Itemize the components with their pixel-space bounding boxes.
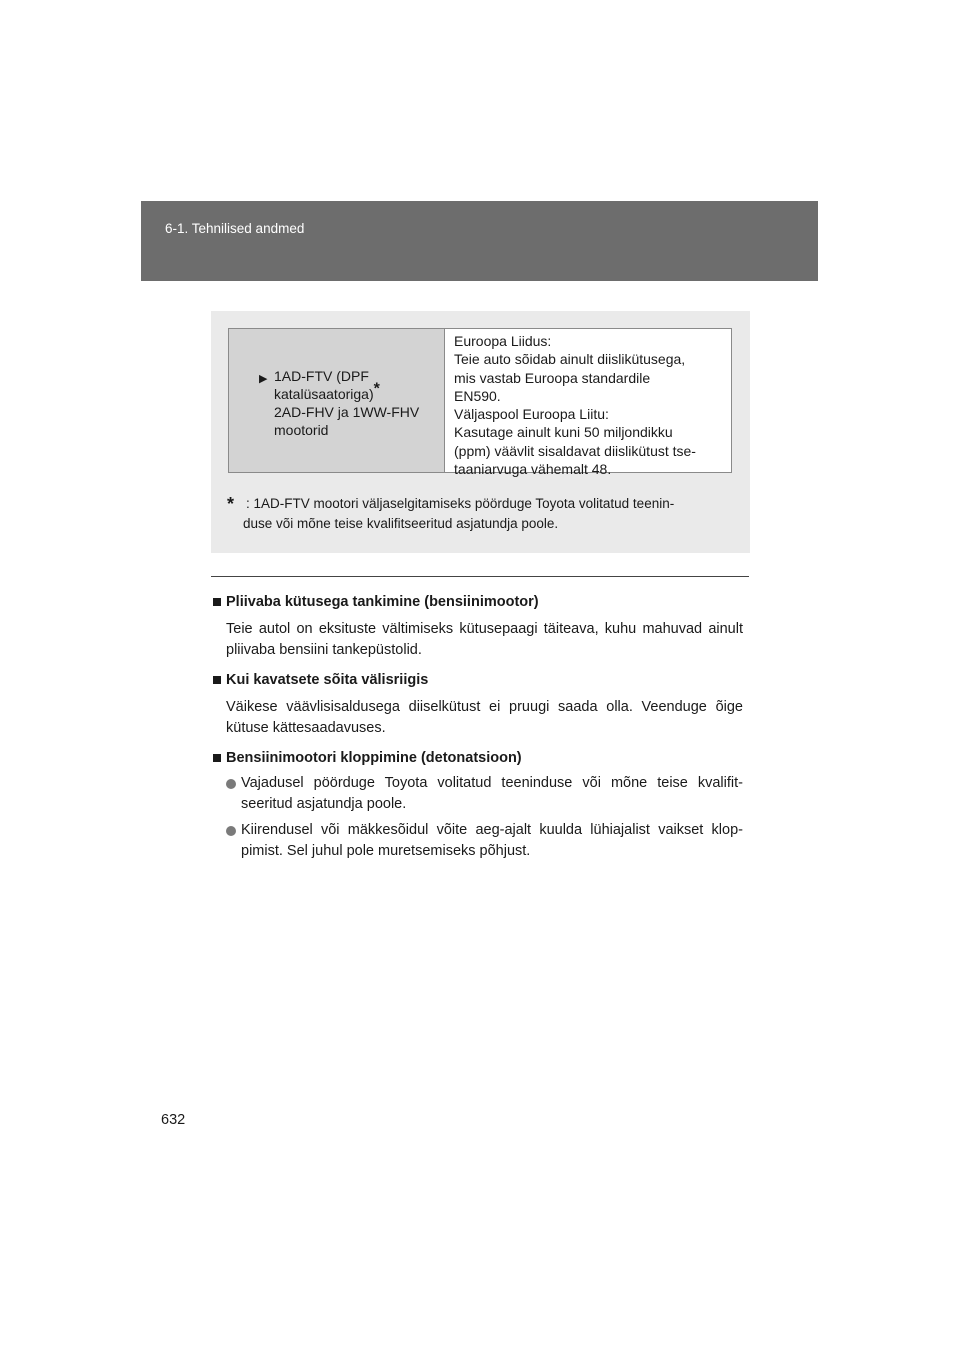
- spec-line: mis vastab Euroopa standardile: [454, 369, 651, 386]
- main-content: [211, 592, 743, 862]
- triangle-right-icon: ▶: [259, 373, 268, 385]
- section-divider: [211, 576, 749, 577]
- asterisk-icon: *: [227, 494, 235, 514]
- section-title: Bensiinimootori kloppimine (detonatsioon): [211, 748, 743, 768]
- spec-line: EN590.: [454, 387, 501, 404]
- fuel-requirement-cell: [445, 329, 731, 478]
- square-bullet-icon: [213, 754, 221, 762]
- header-band: [141, 201, 818, 281]
- section-title: Kui kavatsete sõita välisriigis: [211, 670, 743, 690]
- fuel-spec-table: [228, 328, 732, 478]
- circle-bullet-icon: [226, 779, 236, 789]
- engine-label: 1AD-FTV (DPF katalüsaatoriga)* 2AD-FHV ja 1WW-FHV mootorid: [274, 368, 420, 438]
- footnote: * : 1AD-FTV mootori väljaselgitamiseks pöörduge Toyota volitatud teenin- duse või mõne teise kvalifitseeritud asjatundja poole.: [227, 494, 675, 531]
- page-number: 632: [161, 1112, 186, 1128]
- section-title: Pliivaba kütusega tankimine (bensiinimootor): [211, 592, 743, 612]
- spec-line: Teie auto sõidab ainult diislikütusega,: [454, 351, 686, 368]
- square-bullet-icon: [213, 676, 221, 684]
- fuel-spec-box: [211, 311, 750, 553]
- spec-line: Kasutage ainult kuni 50 miljondikku: [454, 424, 673, 441]
- spec-line: Euroopa Liidus:: [454, 333, 552, 349]
- section-header: 6-1. Tehnilised andmed: [165, 221, 305, 236]
- spec-line: taaniarvuga vähemalt 48.: [454, 461, 612, 478]
- circle-bullet-icon: [226, 826, 236, 836]
- spec-line: Väljaspool Euroopa Liitu:: [454, 406, 609, 423]
- spec-line: (ppm) väävlit sisaldavat diislikütust tse-: [454, 442, 696, 459]
- section-text: Teie autol on eksituste vältimiseks kütusepaagi täiteava, kuhu mahuvad ainult pliivaba bensiini tankepüstolid.: [226, 621, 743, 658]
- asterisk-icon: *: [373, 380, 380, 398]
- square-bullet-icon: [213, 598, 221, 606]
- section-text: Väikese väävlisisaldusega diiselkütust ei pruugi saada olla. Veenduge õige kütuse kättesaadavuses.: [226, 699, 743, 736]
- engine-cell: [229, 329, 445, 472]
- list-item: Vajadusel pöörduge Toyota volitatud teeninduse või mõne teise kvalifit-seeritud asjatundja poole.: [211, 773, 743, 815]
- list-item: Kiirendusel või mäkkesõidul võite aeg-ajalt kuulda lühiajalist vaikset klop-pimist. Sel juhul pole muretsemiseks põhjust.: [211, 820, 743, 862]
